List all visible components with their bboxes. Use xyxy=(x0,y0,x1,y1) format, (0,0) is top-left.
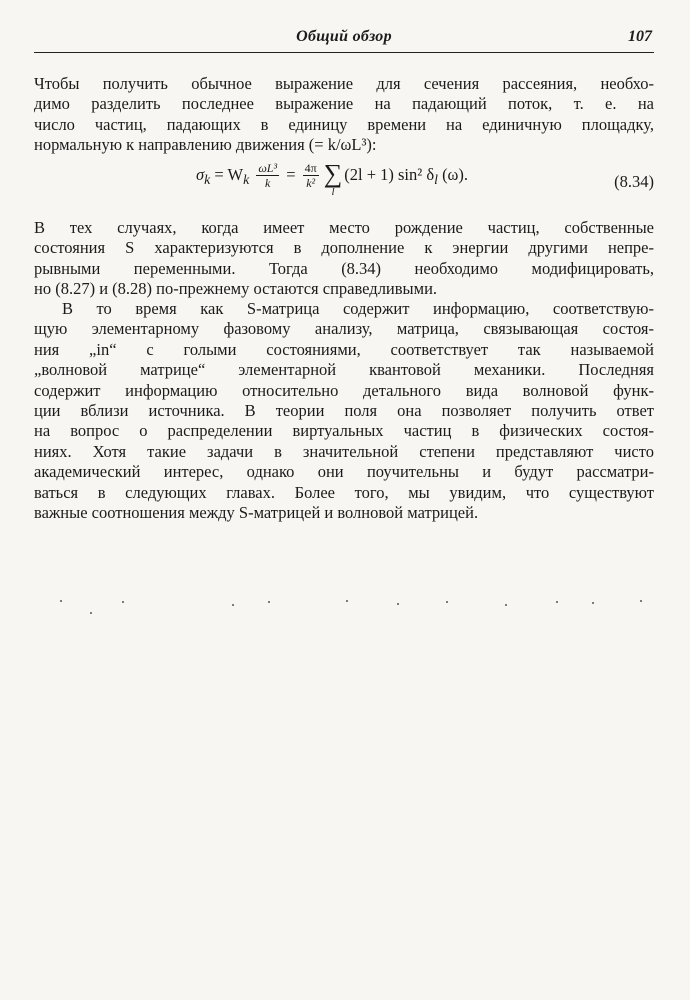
speck xyxy=(90,612,92,614)
speck xyxy=(446,601,448,603)
text-line: нормальную к направлению движения (= k/ωL³): xyxy=(34,135,377,155)
speck xyxy=(556,601,558,603)
text-line: академический интерес, однако они поучительны и будут рассматри- xyxy=(34,462,654,482)
text-line: В тех случаях, когда имеет место рождение частиц, собственные xyxy=(34,218,654,237)
summation xyxy=(323,159,343,198)
page-number: 107 xyxy=(628,28,652,45)
w-term: = W xyxy=(210,164,244,184)
sigma-symbol: σ xyxy=(196,164,205,184)
equation-8-34 xyxy=(34,158,654,212)
speck xyxy=(397,603,399,605)
fraction-4pi-over-k2 xyxy=(303,162,319,190)
text-line: число частиц, падающих в единицу времени на единичную площадку, xyxy=(34,114,654,134)
speck xyxy=(346,600,348,602)
sigma-subscript: k xyxy=(204,172,211,188)
text-line: ния „in“ с голыми состояниями, соответствует так называемой xyxy=(34,339,654,359)
fraction-numerator: ωL³ xyxy=(258,161,278,175)
speck xyxy=(505,604,507,606)
speck xyxy=(592,602,594,604)
rhs-expression: (2l + 1) sin² δ xyxy=(344,164,435,184)
fraction-denominator: k² xyxy=(306,176,316,190)
text-line: димо разделить последнее выражение на падающий поток, т. е. на xyxy=(34,94,654,114)
text-line: „волновой матрице“ элементарной квантовой механики. Последняя xyxy=(34,360,654,380)
paragraph-1 xyxy=(34,74,654,156)
text-line: состояния S характеризуются в дополнение к энергии другими непре- xyxy=(34,238,654,258)
speck xyxy=(60,600,62,602)
equals-sign: = xyxy=(282,164,300,184)
page-header xyxy=(34,26,654,53)
speck xyxy=(122,601,124,603)
text-line: Чтобы получить обычное выражение для сечения рассеяния, необхо- xyxy=(34,74,654,93)
paragraph-2 xyxy=(34,218,654,300)
equation-body xyxy=(196,158,468,212)
text-line: ции вблизи источника. В теории поля она позволяет получить ответ xyxy=(34,401,654,421)
fraction-numerator: 4π xyxy=(304,161,317,175)
text-line: В то время как S-матрица содержит информацию, соответствую- xyxy=(62,299,654,318)
speck xyxy=(268,601,270,603)
sum-index: l xyxy=(331,186,335,198)
w-subscript: k xyxy=(243,172,250,188)
text-line: содержит информацию относительно детального вида волновой функ- xyxy=(34,380,654,400)
rhs-tail: (ω). xyxy=(437,164,469,184)
delta-subscript: l xyxy=(434,172,438,188)
paragraph-3 xyxy=(34,299,654,523)
text-line: ваться в следующих главах. Более того, мы увидим, что существуют xyxy=(34,482,654,502)
text-line: ниях. Хотя такие задачи в значительной степени представляют чисто xyxy=(34,441,654,461)
fraction-denominator: k xyxy=(265,176,271,190)
speck xyxy=(640,600,642,602)
text-line: щую элементарному фазовому анализу, матрица, связывающая состоя- xyxy=(34,319,654,339)
text-line: рывными переменными. Тогда (8.34) необходимо модифицировать, xyxy=(34,258,654,278)
equation-number: (8.34) xyxy=(614,172,654,191)
text-line: но (8.27) и (8.28) по-прежнему остаются справедливыми. xyxy=(34,279,438,299)
fraction-omega-l3-over-k xyxy=(256,162,279,190)
speck xyxy=(232,604,234,606)
text-line: на вопрос о распределении виртуальных частиц в физических состоя- xyxy=(34,421,654,441)
text-line: важные соотношения между S-матрицей и волновой матрицей. xyxy=(34,503,479,523)
running-title: Общий обзор xyxy=(296,28,392,45)
scan-speckles xyxy=(0,598,690,618)
sum-symbol: ∑ xyxy=(323,159,343,188)
